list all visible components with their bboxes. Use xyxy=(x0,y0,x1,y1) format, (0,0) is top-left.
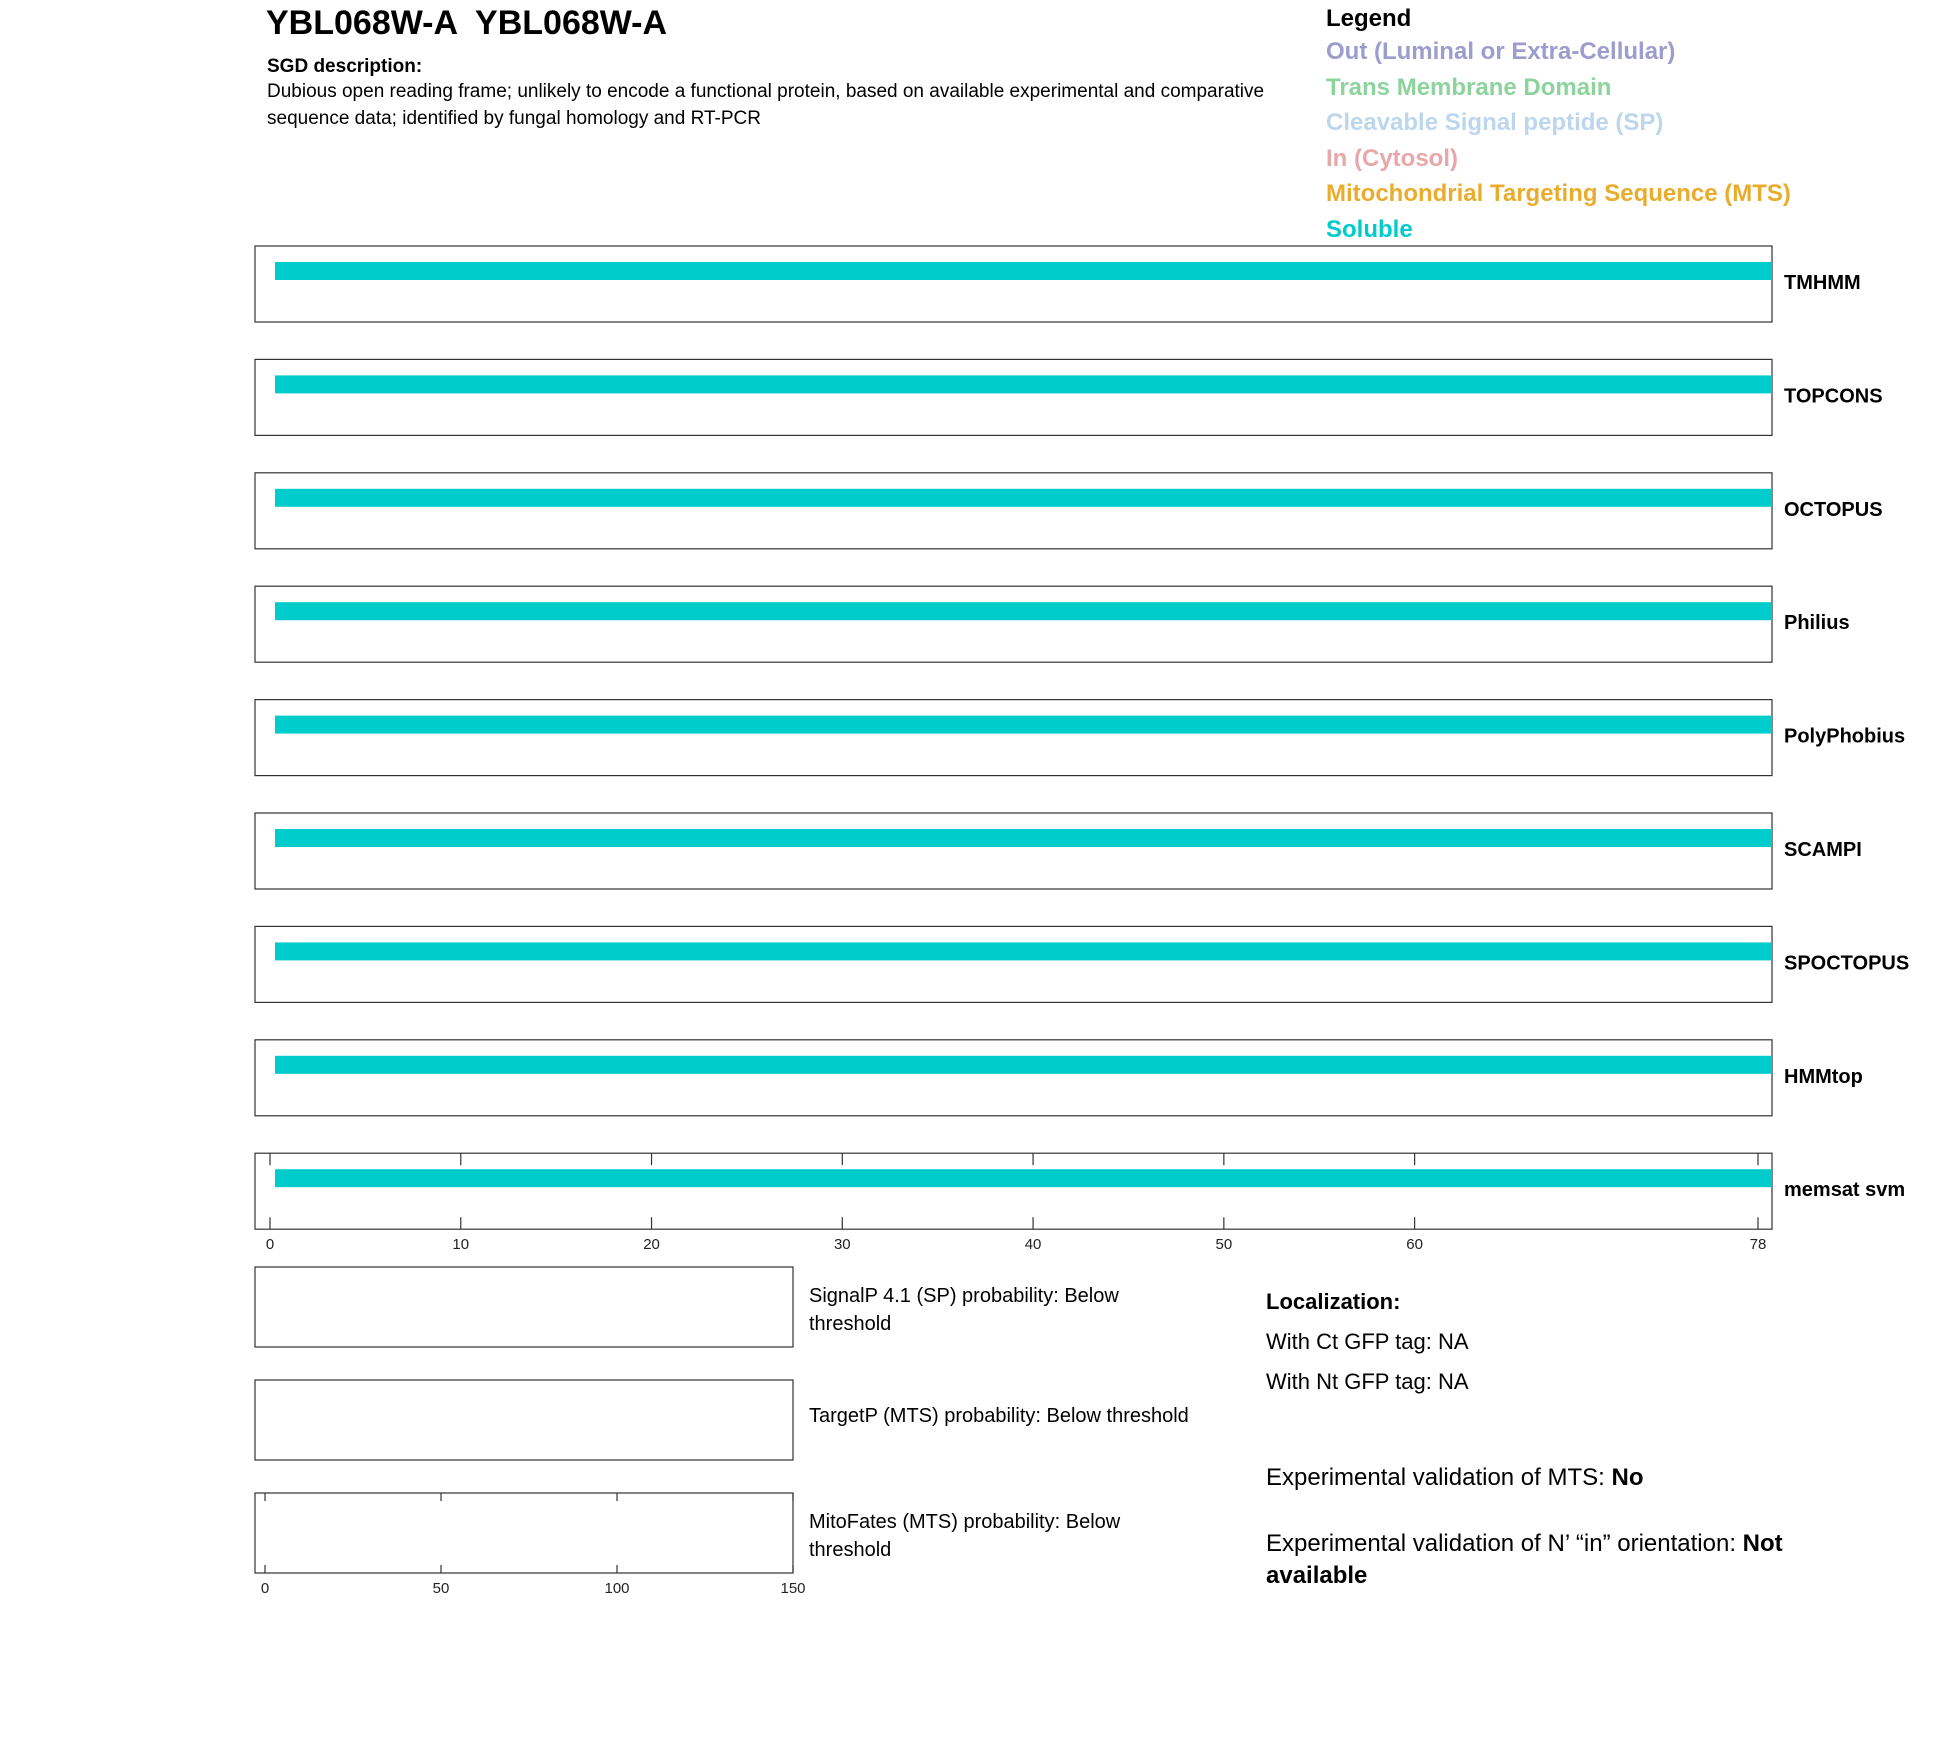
track-box-scampi xyxy=(255,813,1772,889)
probability-panel-1 xyxy=(255,1380,793,1460)
track-segment-scampi-0 xyxy=(275,829,1772,847)
track-box-philius xyxy=(255,586,1772,662)
track-label-topcons: TOPCONS xyxy=(1784,385,1883,408)
axis-tick-label-10: 10 xyxy=(452,1236,470,1254)
probability-panel-label-2-line-0: MitoFates (MTS) probability: Below xyxy=(809,1511,1121,1533)
track-segment-polyphobius-0 xyxy=(275,716,1772,734)
track-box-hmmtop xyxy=(255,1040,1772,1116)
legend-item-mts: Mitochondrial Targeting Sequence (MTS) xyxy=(1326,180,1791,207)
axis-tick-label-50: 50 xyxy=(1215,1236,1233,1254)
track-segment-spoctopus-0 xyxy=(275,942,1772,960)
experimental-orientation-value: Not available xyxy=(1266,1530,1783,1589)
track-label-octopus: OCTOPUS xyxy=(1784,498,1883,521)
experimental-orientation xyxy=(1266,1528,1866,1592)
prob-axis-tick-label-100: 100 xyxy=(604,1580,630,1597)
track-segment-topcons-0 xyxy=(275,375,1772,393)
track-box-spoctopus xyxy=(255,926,1772,1002)
track-box-memsat-svm xyxy=(255,1153,1772,1229)
prob-axis-tick-label-50: 50 xyxy=(432,1580,450,1597)
probability-panel-label-1-line-0: TargetP (MTS) probability: Below threshold xyxy=(809,1405,1189,1427)
experimental-orientation-label: Experimental validation of N’ “in” orientation: xyxy=(1266,1530,1743,1557)
axis-tick-label-60: 60 xyxy=(1406,1236,1423,1254)
sgd-description-label: SGD description: xyxy=(267,56,423,77)
track-label-tmhmm: TMHMM xyxy=(1784,272,1861,294)
track-segment-tmhmm-0 xyxy=(275,262,1772,280)
prob-axis-tick-label-150: 150 xyxy=(780,1580,806,1597)
track-segment-hmmtop-0 xyxy=(275,1056,1772,1074)
track-label-memsat-svm: memsat svm xyxy=(1784,1179,1906,1202)
experimental-mts-label: Experimental validation of MTS: xyxy=(1266,1464,1612,1491)
track-segment-memsat-svm-0 xyxy=(275,1169,1772,1187)
legend-item-out: Out (Luminal or Extra-Cellular) xyxy=(1326,38,1676,65)
probability-panel-label-0-line-0: SignalP 4.1 (SP) probability: Below xyxy=(809,1285,1119,1307)
track-segment-octopus-0 xyxy=(275,489,1772,507)
track-label-spoctopus: SPOCTOPUS xyxy=(1784,952,1910,975)
legend-item-soluble: Soluble xyxy=(1326,215,1413,243)
track-label-hmmtop: HMMtop xyxy=(1784,1065,1863,1088)
track-box-topcons xyxy=(255,359,1772,435)
track-label-philius: Philius xyxy=(1784,612,1850,635)
legend-item-transmembrane: Trans Membrane Domain xyxy=(1326,73,1612,101)
axis-tick-label-20: 20 xyxy=(643,1236,660,1254)
track-segment-philius-0 xyxy=(275,602,1772,620)
localization-ct-gfp: With Ct GFP tag: NA xyxy=(1266,1329,1469,1354)
probability-panel-label-0-line-1: threshold xyxy=(809,1313,892,1335)
localization-title: Localization: xyxy=(1266,1289,1401,1314)
legend-item-signal-peptide: Cleavable Signal peptide (SP) xyxy=(1326,109,1664,136)
experimental-mts-value: No xyxy=(1611,1464,1644,1491)
probability-panel-0 xyxy=(255,1267,793,1347)
legend-item-in-cytosol: In (Cytosol) xyxy=(1326,144,1458,172)
track-label-polyphobius: PolyPhobius xyxy=(1784,725,1906,748)
localization-panel xyxy=(1266,1282,1469,1402)
sgd-description-text: Dubious open reading frame; unlikely to encode a functional protein, based on available experimental and comparative sequence data; identified by fungal homology and RT-PCR xyxy=(267,81,1265,129)
axis-tick-label-30: 30 xyxy=(833,1236,851,1254)
track-box-octopus xyxy=(255,473,1772,549)
track-label-scampi: SCAMPI xyxy=(1784,839,1862,861)
axis-tick-label-0: 0 xyxy=(265,1236,275,1254)
probability-panel-label-2-line-1: threshold xyxy=(809,1539,892,1561)
legend-title: Legend xyxy=(1326,5,1412,32)
probability-panel-2 xyxy=(255,1493,793,1573)
axis-tick-label-78: 78 xyxy=(1749,1236,1767,1254)
track-box-polyphobius xyxy=(255,700,1772,776)
axis-tick-label-40: 40 xyxy=(1024,1236,1042,1254)
localization-nt-gfp: With Nt GFP tag: NA xyxy=(1266,1369,1469,1394)
experimental-mts xyxy=(1266,1462,1866,1494)
prob-axis-tick-label-0: 0 xyxy=(260,1580,270,1597)
page-title: YBL068W-A YBL068W-A xyxy=(266,4,668,42)
track-box-tmhmm xyxy=(255,246,1772,322)
